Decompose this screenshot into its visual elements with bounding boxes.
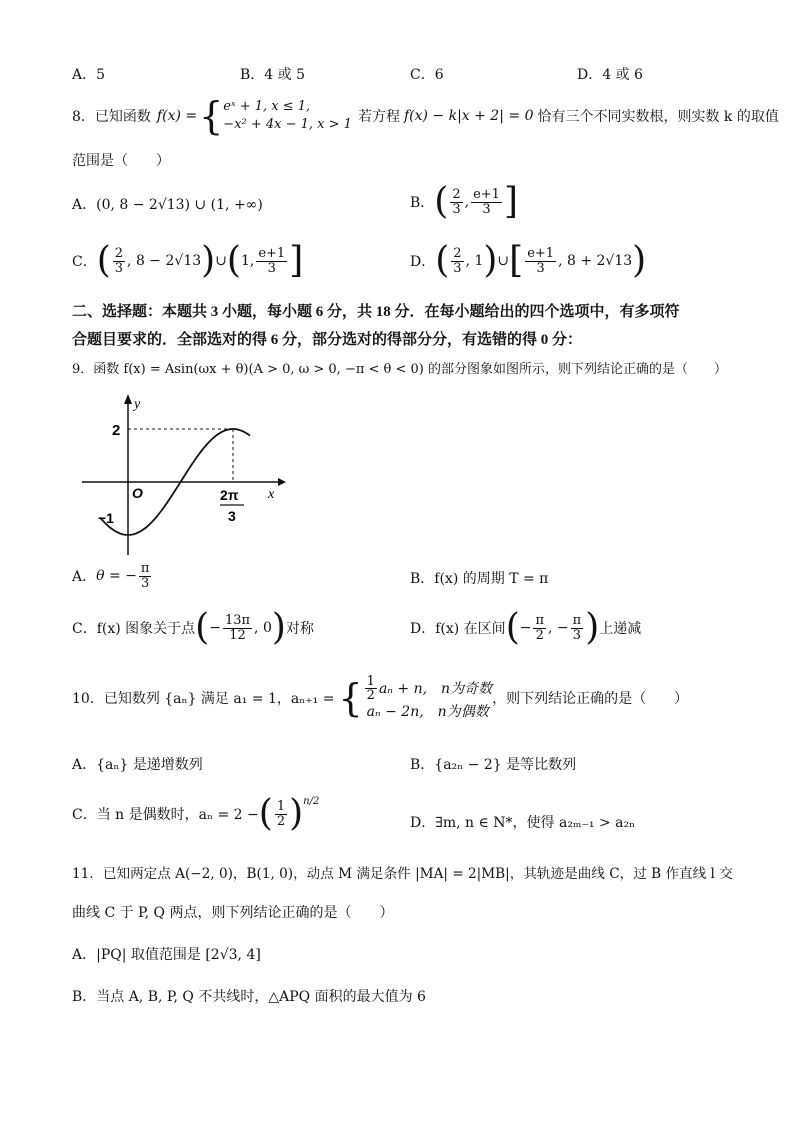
q8-option-c-label: C． [72,254,97,270]
q8-piece2: −x² + 4x − 1, x > 1 [223,117,352,132]
q9-option-d-num1: π [535,612,545,628]
q9-stem: 9．函数 f(x) = Asin(ωx + θ)(A > 0, ω > 0, −π < θ < 0) 的部分图象如图所示，则下列结论正确的是（ ） [72,362,727,377]
q7-option-b: B．4 或 5 [240,67,306,83]
q9-option-d-post: 上递减 [599,621,642,637]
q10-option-b: B．{a₂ₙ − 2} 是等比数列 [410,757,577,773]
q9-option-a-text: θ = − [96,568,137,585]
q8-piece1: eˣ + 1, x ≤ 1, [223,99,311,115]
q8-number: 8．已知函数 [72,109,151,125]
q9-option-a-num: π [140,561,150,576]
q9-option-c-den: 12 [229,627,246,643]
section2-line2: 合题目要求的．全部选对的得 6 分，部分选对的得部分分，有选错的得 0 分： [72,332,583,348]
q10-stem-post: ，则下列结论正确的是（ ） [492,691,689,707]
q9-option-c-num: 13π [224,612,251,628]
q9-option-d-den2: 3 [572,627,582,643]
q10-option-c-pre: C．当 n 是偶数时，aₙ = 2 − [72,807,259,823]
q9-option-d-num2: π [572,612,582,628]
q8-mid: 若方程 [357,109,400,125]
q8-option-d-label: D． [410,254,436,270]
y-axis-arrow-icon [124,394,132,404]
q7-option-a: A．5 [72,67,106,83]
q10-option-c-exponent: n/2 [303,796,320,807]
q9-option-c-pre: C．f(x) 图象关于点 [72,621,196,637]
q9-option-b: B．f(x) 的周期 T = π [410,571,549,587]
q8-stem: 8．已知函数 f(x) = { eˣ + 1, x ≤ 1, −x² + 4x − 1, x > 1 若方程 f(x) − k|x + 2| = 0 恰有三个不同实数根，则实数 k 的取值 [72,94,779,138]
q10-option-a: A．{aₙ} 是递增数列 [72,757,203,773]
q11-line1: 11．已知两定点 A(−2, 0)，B(1, 0)，动点 M 满足条件 |MA| = 2|MB|，其轨迹是曲线 C，过 B 作直线 l 交 [72,866,733,882]
q7-option-d: D．4 或 6 [577,67,643,83]
section2-line1: 二、选择题：本题共 3 小题，每小题 6 分，共 18 分．在每小题给出的四个选项中，有多项符 [72,304,680,320]
q8-tail: 恰有三个不同实数根，则实数 k 的取值 [537,109,779,125]
x-tick-numerator: 2π [220,487,239,503]
q8-option-a [72,194,263,214]
q10-option-d: D．∃m, n ∈ N*，使得 a₂ₘ₋₁ > a₂ₙ [410,815,636,831]
q9-option-a [72,562,153,590]
q8-line2: 范围是（ ） [72,153,170,169]
x-tick-denominator: 3 [228,508,236,524]
q9-option-d-den1: 2 [535,627,544,643]
q10-case1: aₙ + n, n为奇数 [378,680,493,697]
q9-option-c: C．f(x) 图象关于点 ( − $\frac{13\pi}{12}$ , 0 ) 对称 [72,607,314,648]
q8-option-c: C． ( $\frac{2}{3}$ , 8 − 2√13 ) ∪ ( 1, $\frac{e+1}{3}$ ] [72,240,304,281]
q7-option-c: C．6 [410,67,444,83]
q11-option-a: A．|PQ| 取值范围是 [2√3, 4] [72,947,261,963]
q9-graph [78,390,290,560]
q8-brace: { [199,94,224,138]
q9-option-a-label: A． [72,569,97,586]
q9-option-d: D．f(x) 在区间 ( − $\frac{\pi}{2}$ , − $\frac{\pi}{3}$ ) 上递减 [410,607,642,648]
q10-option-c: C．当 n 是偶数时，aₙ = 2 − ( $\frac{1}{2}$ ) $^{n/2}$ [72,793,320,834]
q11-option-b: B．当点 A, B, P, Q 不共线时，△APQ 面积的最大值为 6 [72,989,426,1005]
x-axis-arrow-icon [278,478,286,486]
x-axis-label: x [268,487,275,502]
y-axis-label: y [134,397,141,412]
max-label: 2 [112,422,121,439]
q8-equation: f(x) − k|x + 2| = 0 [403,108,534,124]
q9-option-d-pre: D．f(x) 在区间 [410,621,506,637]
min-label: −1 [98,510,114,526]
q8-option-d: D． ( $\frac{2}{3}$ , 1 ) ∪ [ $\frac{e+1}{3}$ , 8 + 2√13 ) [410,240,647,281]
q8-option-b: B． ( $\frac{2}{3}$ , $\frac{e+1}{3}$ ] [410,181,518,222]
q9-option-a-den: 3 [141,575,150,591]
q10-case2: aₙ − 2n, n为偶数 [366,704,489,721]
origin-label: O [132,485,143,501]
q9-option-c-post: 对称 [285,621,314,637]
q10-stem-pre: 10．已知数列 {aₙ} 满足 a₁ = 1，aₙ₊₁ = [72,691,335,707]
q8-option-a-text: (0, 8 − 2√13) ∪ (1, +∞) [96,197,263,213]
q11-line2: 曲线 C 于 P, Q 两点，则下列结论正确的是（ ） [72,905,394,921]
q10-stem: 10．已知数列 {aₙ} 满足 a₁ = 1，aₙ₊₁ = { $\frac{1}{2}$ aₙ + n, n为奇数 aₙ − 2n, n为偶数 ，则下列结论正确的是（ ） [72,673,689,721]
q8-option-a-label: A． [72,197,97,213]
q8-option-b-label: B． [410,195,435,211]
